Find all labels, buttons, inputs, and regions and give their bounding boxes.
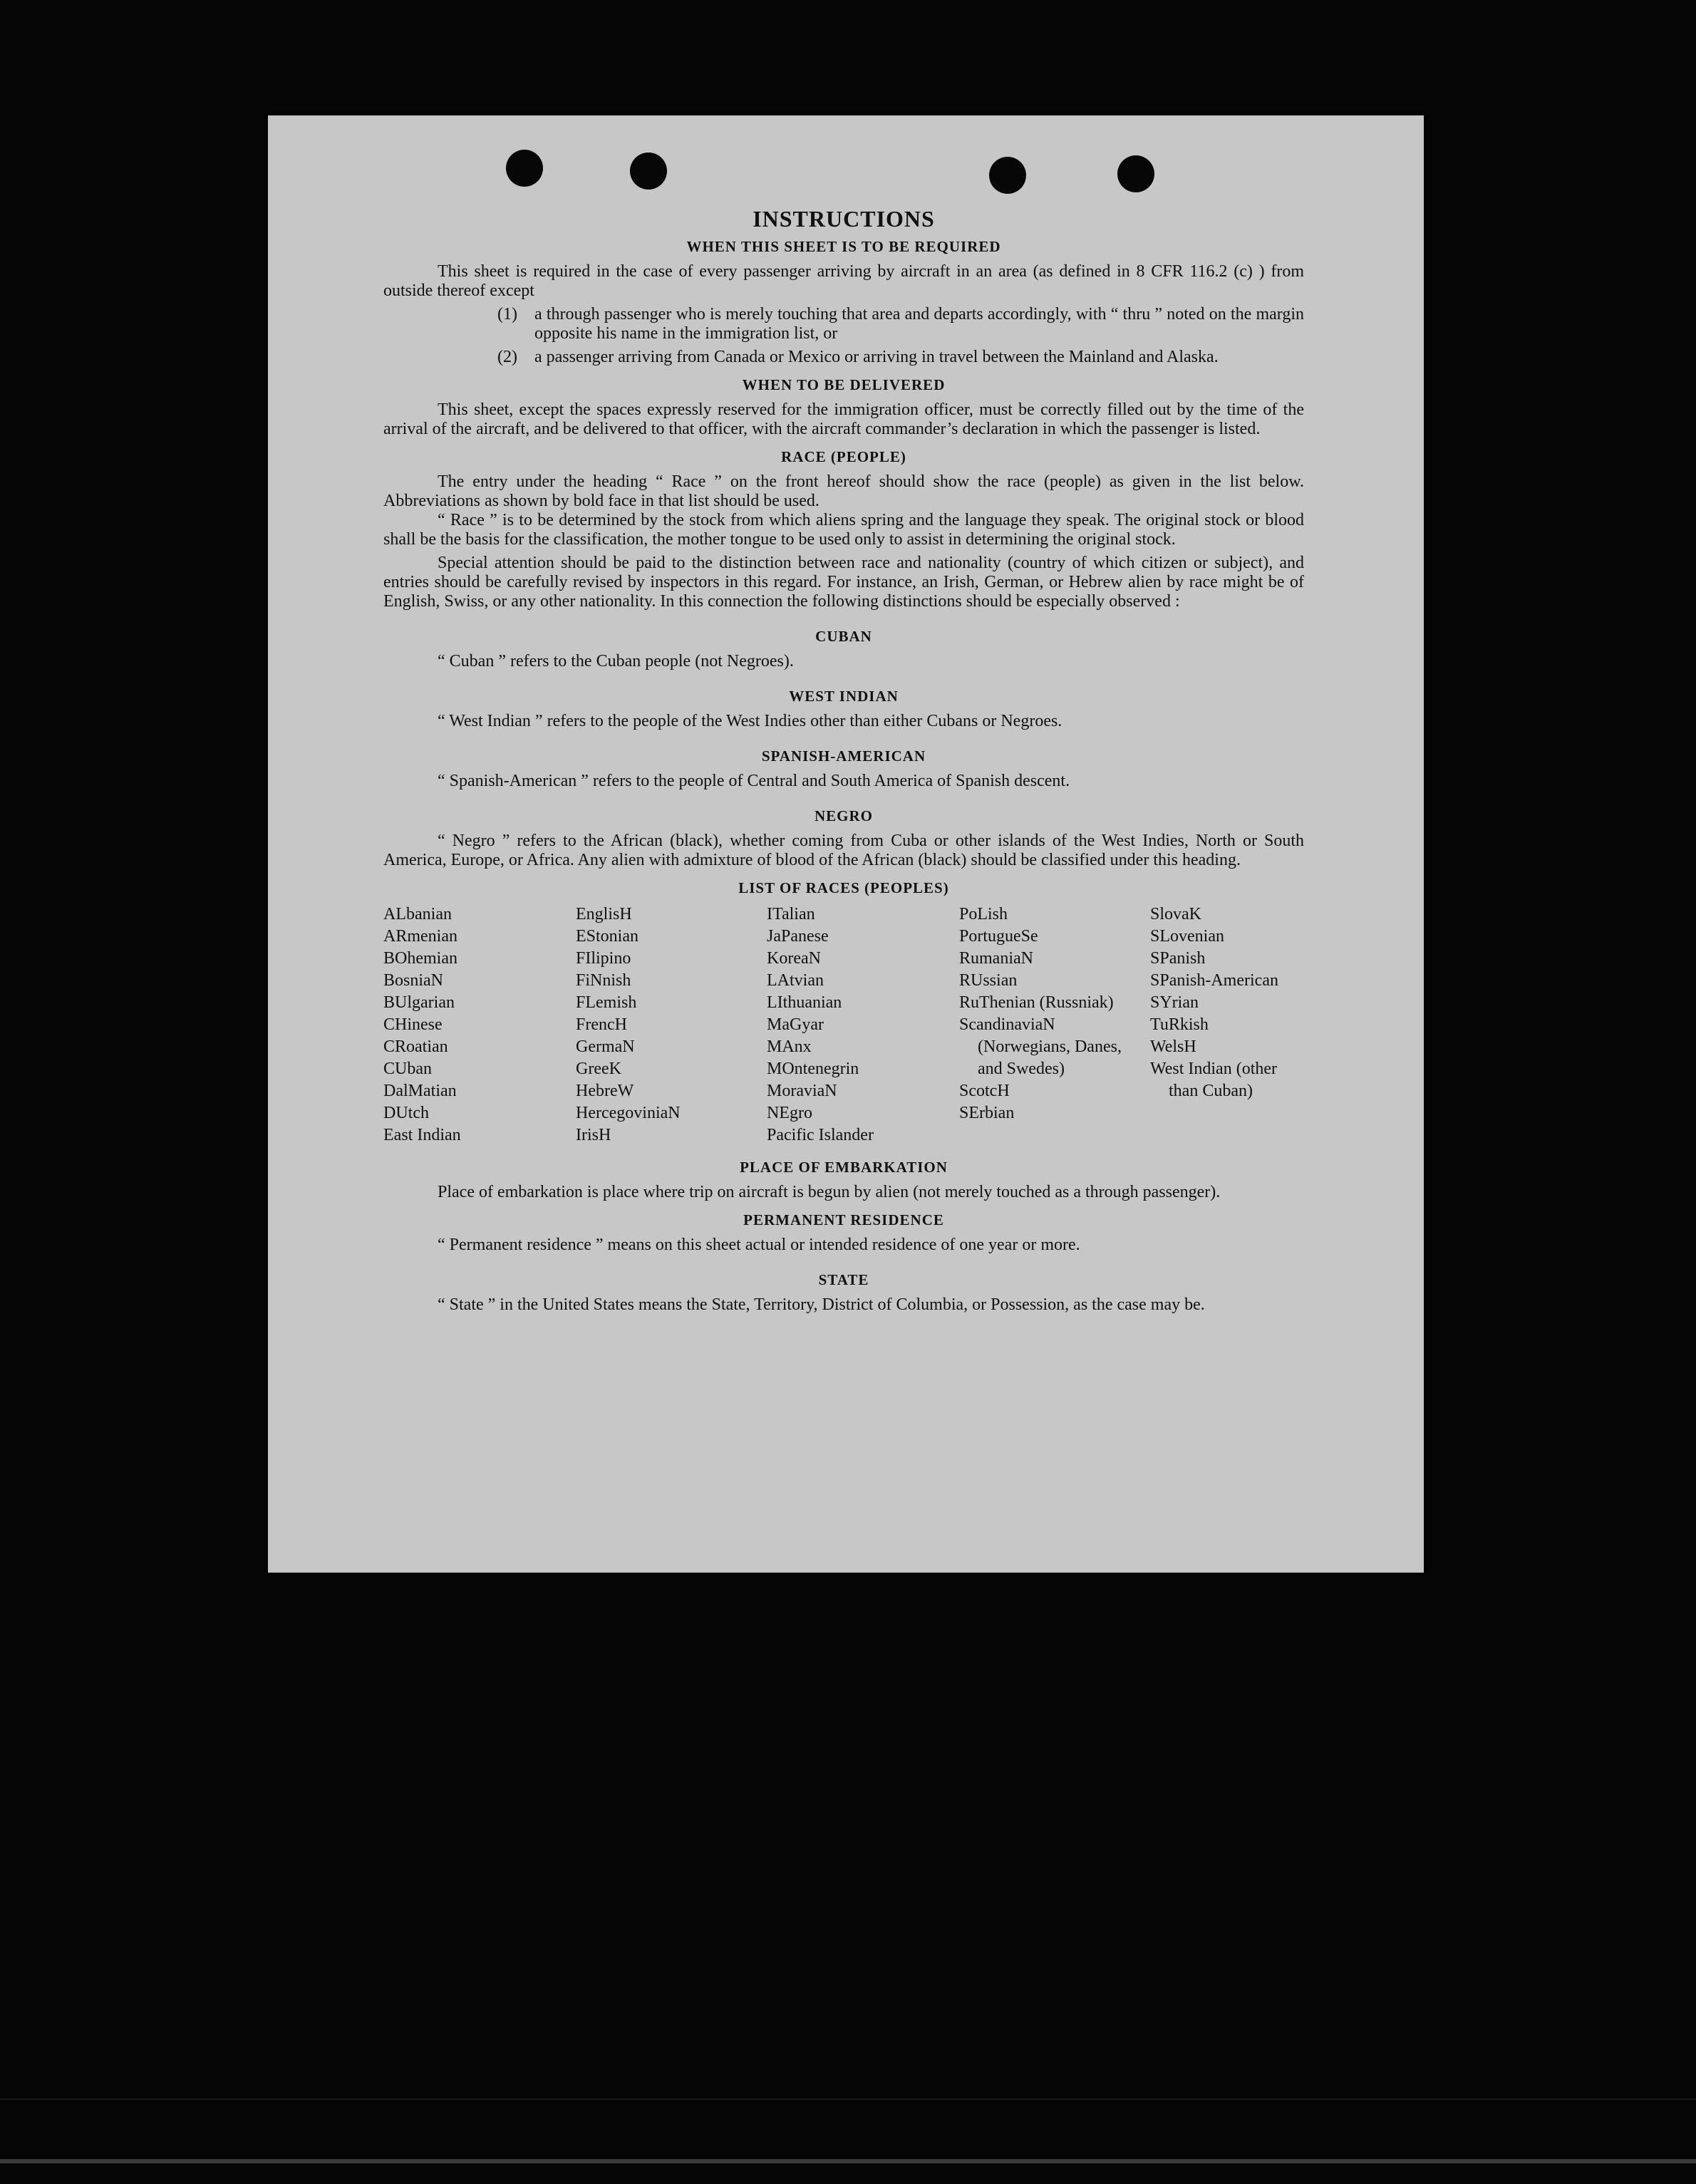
race-entry: GermaN xyxy=(576,1037,635,1056)
spanish-american-text: “ Spanish-American ” refers to the people of Central and South America of Spanish descent. xyxy=(438,772,1070,790)
race-entry: Pacific Islander xyxy=(767,1126,874,1144)
race-paragraph-3: Special attention should be paid to the distinction between race and nationality (country of which citizen or subject), and entries should be carefully revised by inspectors in this regard. For instance, an Irish, German, or Hebrew alien by race might be of English, Swiss, or any other nationality. In this connection the following distinctions should be especially observed : xyxy=(383,554,1304,611)
heading-race: RACE (PEOPLE) xyxy=(781,448,906,465)
race-entry: NEgro xyxy=(767,1104,812,1122)
residence-text: “ Permanent residence ” means on this sheet actual or intended residence of one year or more. xyxy=(438,1236,1080,1254)
races-column xyxy=(1150,904,1304,1147)
race-entry: ScotcH xyxy=(959,1082,1010,1100)
race-entry: GreeK xyxy=(576,1060,621,1078)
heading-spanish-american: SPANISH-AMERICAN xyxy=(761,747,926,765)
race-entry: MaGyar xyxy=(767,1015,824,1034)
race-entry: ITalian xyxy=(767,905,815,923)
race-entry: CRoatian xyxy=(383,1037,448,1056)
race-entry: PortugueSe xyxy=(959,927,1038,946)
exception-text: a through passenger who is merely touching that area and departs accordingly, with “ thru ” noted on the margin opposite his name in the immigration list, or xyxy=(534,305,1304,343)
heading-cuban: CUBAN xyxy=(815,628,872,645)
race-entry: DUtch xyxy=(383,1104,429,1122)
document-page xyxy=(268,115,1424,1573)
race-entry: CUban xyxy=(383,1060,432,1078)
heading-when-delivered: WHEN TO BE DELIVERED xyxy=(742,376,946,393)
scan-bottom-strip xyxy=(0,2159,1696,2163)
race-entry: RUssian xyxy=(959,971,1018,990)
punch-hole-icon xyxy=(630,152,667,190)
race-entry: BOhemian xyxy=(383,949,457,968)
when-required-intro: This sheet is required in the case of every passenger arriving by aircraft in an area (as defined in 8 CFR 116.2 (c) ) from outside thereof except xyxy=(383,262,1304,300)
punch-hole-icon xyxy=(506,150,543,187)
race-entry: BosniaN xyxy=(383,971,443,990)
embarkation-text: Place of embarkation is place where trip on aircraft is begun by alien (not merely touched as a through passenger). xyxy=(438,1183,1221,1201)
heading-negro: NEGRO xyxy=(814,807,873,824)
race-entry: MAnx xyxy=(767,1037,812,1056)
races-column xyxy=(959,904,1150,1147)
race-entry: ARmenian xyxy=(383,927,457,946)
race-entry: MoraviaN xyxy=(767,1082,837,1100)
exception-number: (1) xyxy=(497,305,517,324)
race-entry: West Indian (other than Cuban) xyxy=(1150,1060,1278,1100)
races-column xyxy=(767,904,959,1147)
exception-number: (2) xyxy=(497,348,517,366)
exception-item xyxy=(383,305,1304,343)
race-entry: IrisH xyxy=(576,1126,611,1144)
race-entry: SlovaK xyxy=(1150,905,1201,923)
races-list xyxy=(383,904,1304,1147)
race-entry: BUlgarian xyxy=(383,993,455,1012)
race-entry: LIthuanian xyxy=(767,993,842,1012)
races-column xyxy=(383,904,576,1147)
race-entry: FIlipino xyxy=(576,949,631,968)
race-entry: ScandinaviaN (Norwegians, Danes, and Swedes) xyxy=(959,1015,1122,1078)
race-entry: HercegoviniaN xyxy=(576,1104,681,1122)
race-paragraph-2: “ Race ” is to be determined by the stock from which aliens spring and the language they speak. The original stock or blood shall be the basis for the classification, the mother tongue to be used only to assist in determining the original stock. xyxy=(383,511,1304,549)
race-entry: PoLish xyxy=(959,905,1008,923)
races-column xyxy=(576,904,767,1147)
heading-state: STATE xyxy=(818,1271,869,1288)
race-entry: MOntenegrin xyxy=(767,1060,859,1078)
heading-west-indian: WEST INDIAN xyxy=(789,688,899,705)
race-entry: JaPanese xyxy=(767,927,829,946)
heading-when-required: WHEN THIS SHEET IS TO BE REQUIRED xyxy=(686,238,1001,255)
west-indian-text: “ West Indian ” refers to the people of the West Indies other than either Cubans or Negroes. xyxy=(438,712,1062,730)
race-entry: EStonian xyxy=(576,927,638,946)
race-paragraph-1: The entry under the heading “ Race ” on the front hereof should show the race (people) as given in the list below. Abbreviations as shown by bold face in that list should be used. xyxy=(383,472,1304,510)
page-title: INSTRUCTIONS xyxy=(753,206,935,232)
heading-residence: PERMANENT RESIDENCE xyxy=(743,1211,944,1228)
race-entry: DalMatian xyxy=(383,1082,457,1100)
race-entry: EnglisH xyxy=(576,905,632,923)
instructions-body xyxy=(383,206,1304,1315)
race-entry: SErbian xyxy=(959,1104,1015,1122)
race-entry: SPanish-American xyxy=(1150,971,1278,990)
race-entry: CHinese xyxy=(383,1015,443,1034)
race-entry: FiNnish xyxy=(576,971,631,990)
race-entry: RuThenian (Russniak) xyxy=(959,993,1114,1012)
heading-races-list: LIST OF RACES (PEOPLES) xyxy=(738,879,949,896)
scan-edge-line xyxy=(0,2098,1696,2100)
race-entry: SPanish xyxy=(1150,949,1206,968)
exception-text: a passenger arriving from Canada or Mexico or arriving in travel between the Mainland and Alaska. xyxy=(534,348,1219,366)
race-entry: RumaniaN xyxy=(959,949,1033,968)
punch-hole-icon xyxy=(989,157,1026,194)
state-text: “ State ” in the United States means the State, Territory, District of Columbia, or Possession, as the case may be. xyxy=(438,1295,1205,1314)
exception-item xyxy=(383,348,1304,367)
race-entry: East Indian xyxy=(383,1126,461,1144)
race-entry: LAtvian xyxy=(767,971,824,990)
negro-text: “ Negro ” refers to the African (black), whether coming from Cuba or other islands of the West Indies, North or South America, Europe, or Africa. Any alien with admixture of blood of the African (black) should be classified under this heading. xyxy=(383,832,1304,869)
punch-hole-icon xyxy=(1117,155,1154,192)
heading-embarkation: PLACE OF EMBARKATION xyxy=(740,1159,948,1176)
cuban-text: “ Cuban ” refers to the Cuban people (not Negroes). xyxy=(438,652,794,671)
race-entry: ALbanian xyxy=(383,905,452,923)
race-entry: SYrian xyxy=(1150,993,1199,1012)
when-delivered-text: This sheet, except the spaces expressly reserved for the immigration officer, must be correctly filled out by the time of the arrival of the aircraft, and be delivered to that officer, with the aircraft commander’s declaration in which the passenger is listed. xyxy=(383,400,1304,438)
race-entry: KoreaN xyxy=(767,949,821,968)
race-entry: FrencH xyxy=(576,1015,627,1034)
race-entry: TuRkish xyxy=(1150,1015,1209,1034)
race-entry: SLovenian xyxy=(1150,927,1224,946)
race-entry: WelsH xyxy=(1150,1037,1196,1056)
race-entry: HebreW xyxy=(576,1082,634,1100)
race-entry: FLemish xyxy=(576,993,637,1012)
